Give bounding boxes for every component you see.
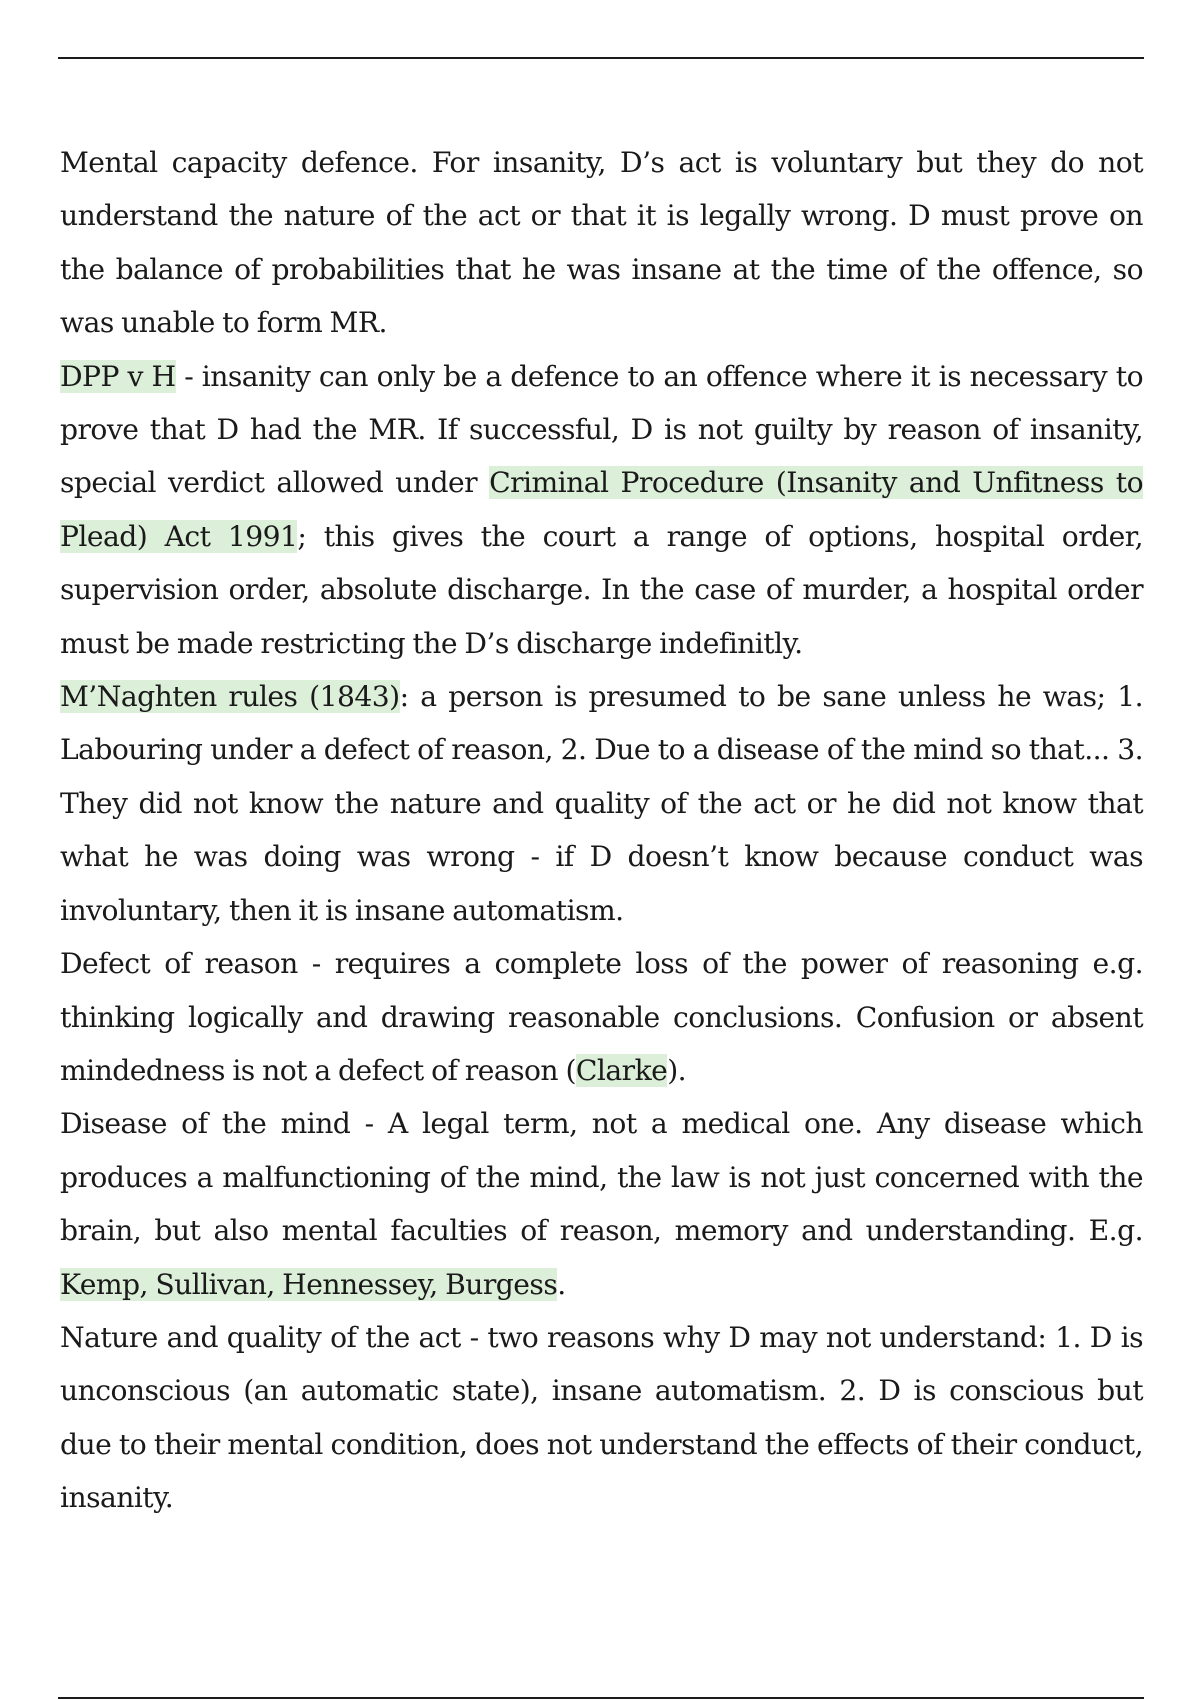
text-segment: Disease of the mind - A legal term, not a medical one. Any disease which produces a malfunctioning of the mind, the law is not just concerned with the brain, but also mental faculties of reason, memory and understanding. E.g. <box>60 1107 1143 1248</box>
case-names-highlight: Kemp, Sullivan, Hennessey, Burgess <box>60 1267 558 1301</box>
text-segment: Nature and quality of the act - two reasons why D may not understand: 1. D is unconscious (an automatic state), insane automatism. 2. D is conscious but due to their mental condition, does not understand the effects of their conduct, insanity. <box>60 1320 1143 1515</box>
text-segment: ). <box>667 1053 687 1087</box>
top-rule <box>58 57 1144 59</box>
case-name-highlight: DPP v H <box>60 359 176 393</box>
case-name-highlight: Clarke <box>575 1053 668 1087</box>
statute-highlight: Criminal Procedure (Insanity and Unfitness to Plead) Act 1991 <box>60 466 1143 553</box>
text-segment: . <box>557 1267 566 1301</box>
paragraph-dpp-v-h <box>60 350 1143 670</box>
paragraph-nature-quality <box>60 1311 1143 1525</box>
bottom-rule <box>58 1697 1144 1699</box>
paragraph-defect-of-reason <box>60 937 1143 1097</box>
document-body <box>60 136 1143 1525</box>
case-name-highlight: M’Naghten rules (1843) <box>60 680 400 714</box>
paragraph-mnaghten-rules <box>60 670 1143 937</box>
paragraph-mental-capacity <box>60 136 1143 350</box>
text-segment: Defect of reason - requires a complete loss of the power of reasoning e.g. thinking logically and drawing reasonable conclusions. Confusion or absent mindedness is not a defect of reason ( <box>60 947 1143 1087</box>
paragraph-disease-of-mind <box>60 1097 1143 1311</box>
text-segment: - insanity can only be a defence to an offence where it is necessary to prove that D had the MR. If successful, D is not guilty by reason of insanity, special verdict allowed under <box>60 359 1143 500</box>
text-segment: Mental capacity defence. For insanity, D’s act is voluntary but they do not understand the nature of the act or that it is legally wrong. D must prove on the balance of probabilities that he was insane at the time of the offence, so was unable to form MR. <box>60 146 1143 340</box>
text-segment: ; this gives the court a range of options, hospital order, supervision order, absolute discharge. In the case of murder, a hospital order must be made restricting the D’s discharge indefinitly. <box>60 519 1143 660</box>
text-segment: : a person is presumed to be sane unless he was; 1. Labouring under a defect of reason, 2. Due to a disease of the mind so that... 3. They did not know the nature and quality of the act or he did not know that what he was doing was wrong - if D doesn’t know because conduct was involuntary, then it is insane automatism. <box>60 680 1143 927</box>
